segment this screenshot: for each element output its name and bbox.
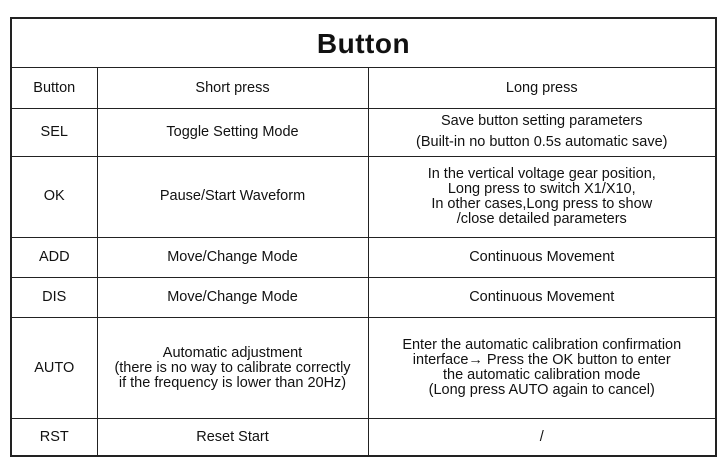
short-press-cell: [97, 318, 368, 419]
long-press-cell: [368, 278, 715, 318]
short-press-cell: [97, 157, 368, 238]
long-press-cell: [368, 318, 715, 419]
short-press-text: if the frequency is lower than 20Hz): [118, 374, 347, 391]
long-press-text: /: [539, 428, 544, 445]
short-press-text: Pause/Start Waveform: [159, 188, 306, 205]
key-label: AUTO: [12, 318, 97, 419]
long-press-text: (Long press AUTO again to cancel): [428, 382, 655, 399]
short-press-text: Move/Change Mode: [167, 289, 298, 306]
short-press-cell: [97, 237, 368, 277]
short-press-text: Automatic adjustment: [162, 344, 303, 361]
table: [12, 19, 715, 455]
key-label: ADD: [12, 237, 97, 277]
table-title: Button: [12, 19, 715, 68]
long-press-text: In the vertical voltage gear position,: [427, 165, 656, 182]
row-ok: [12, 157, 715, 238]
key-label: OK: [12, 157, 97, 238]
header-short-press: Short press: [97, 68, 368, 108]
long-press-text: Enter the automatic calibration confirmation: [402, 337, 682, 354]
long-press-cell: [368, 108, 715, 156]
header-row: [12, 68, 715, 108]
short-press-text: (there is no way to calibrate correctly: [114, 359, 351, 376]
short-press-cell: [97, 108, 368, 156]
short-press-text: Move/Change Mode: [167, 248, 298, 265]
long-press-text: In other cases,Long press to show: [431, 195, 653, 212]
key-label: SEL: [12, 108, 97, 156]
short-press-text: Reset Start: [196, 428, 269, 445]
key-label: RST: [12, 419, 97, 455]
header-long-press: Long press: [368, 68, 715, 108]
long-press-text: Long press to switch X1/X10,: [447, 180, 636, 197]
row-auto: [12, 318, 715, 419]
long-press-cell: [368, 157, 715, 238]
button-function-table: [10, 17, 717, 457]
short-press-cell: [97, 419, 368, 455]
long-press-text: /close detailed parameters: [456, 210, 627, 227]
long-press-text: Continuous Movement: [469, 289, 615, 306]
row-dis: [12, 278, 715, 318]
long-press-cell: [368, 419, 715, 455]
row-add: [12, 237, 715, 277]
long-press-text: the automatic calibration mode: [443, 367, 641, 384]
short-press-cell: [97, 278, 368, 318]
long-press-text: Save button setting parameters: [440, 113, 643, 130]
key-label: DIS: [12, 278, 97, 318]
long-press-text: (Built-in no button 0.5s automatic save): [416, 134, 668, 151]
row-rst: [12, 419, 715, 455]
long-press-text: Continuous Movement: [469, 248, 615, 265]
short-press-text: Toggle Setting Mode: [166, 123, 299, 140]
header-button: Button: [12, 68, 97, 108]
long-press-text: interface→ Press the OK button to enter: [412, 352, 671, 369]
row-sel: [12, 108, 715, 156]
long-press-cell: [368, 237, 715, 277]
